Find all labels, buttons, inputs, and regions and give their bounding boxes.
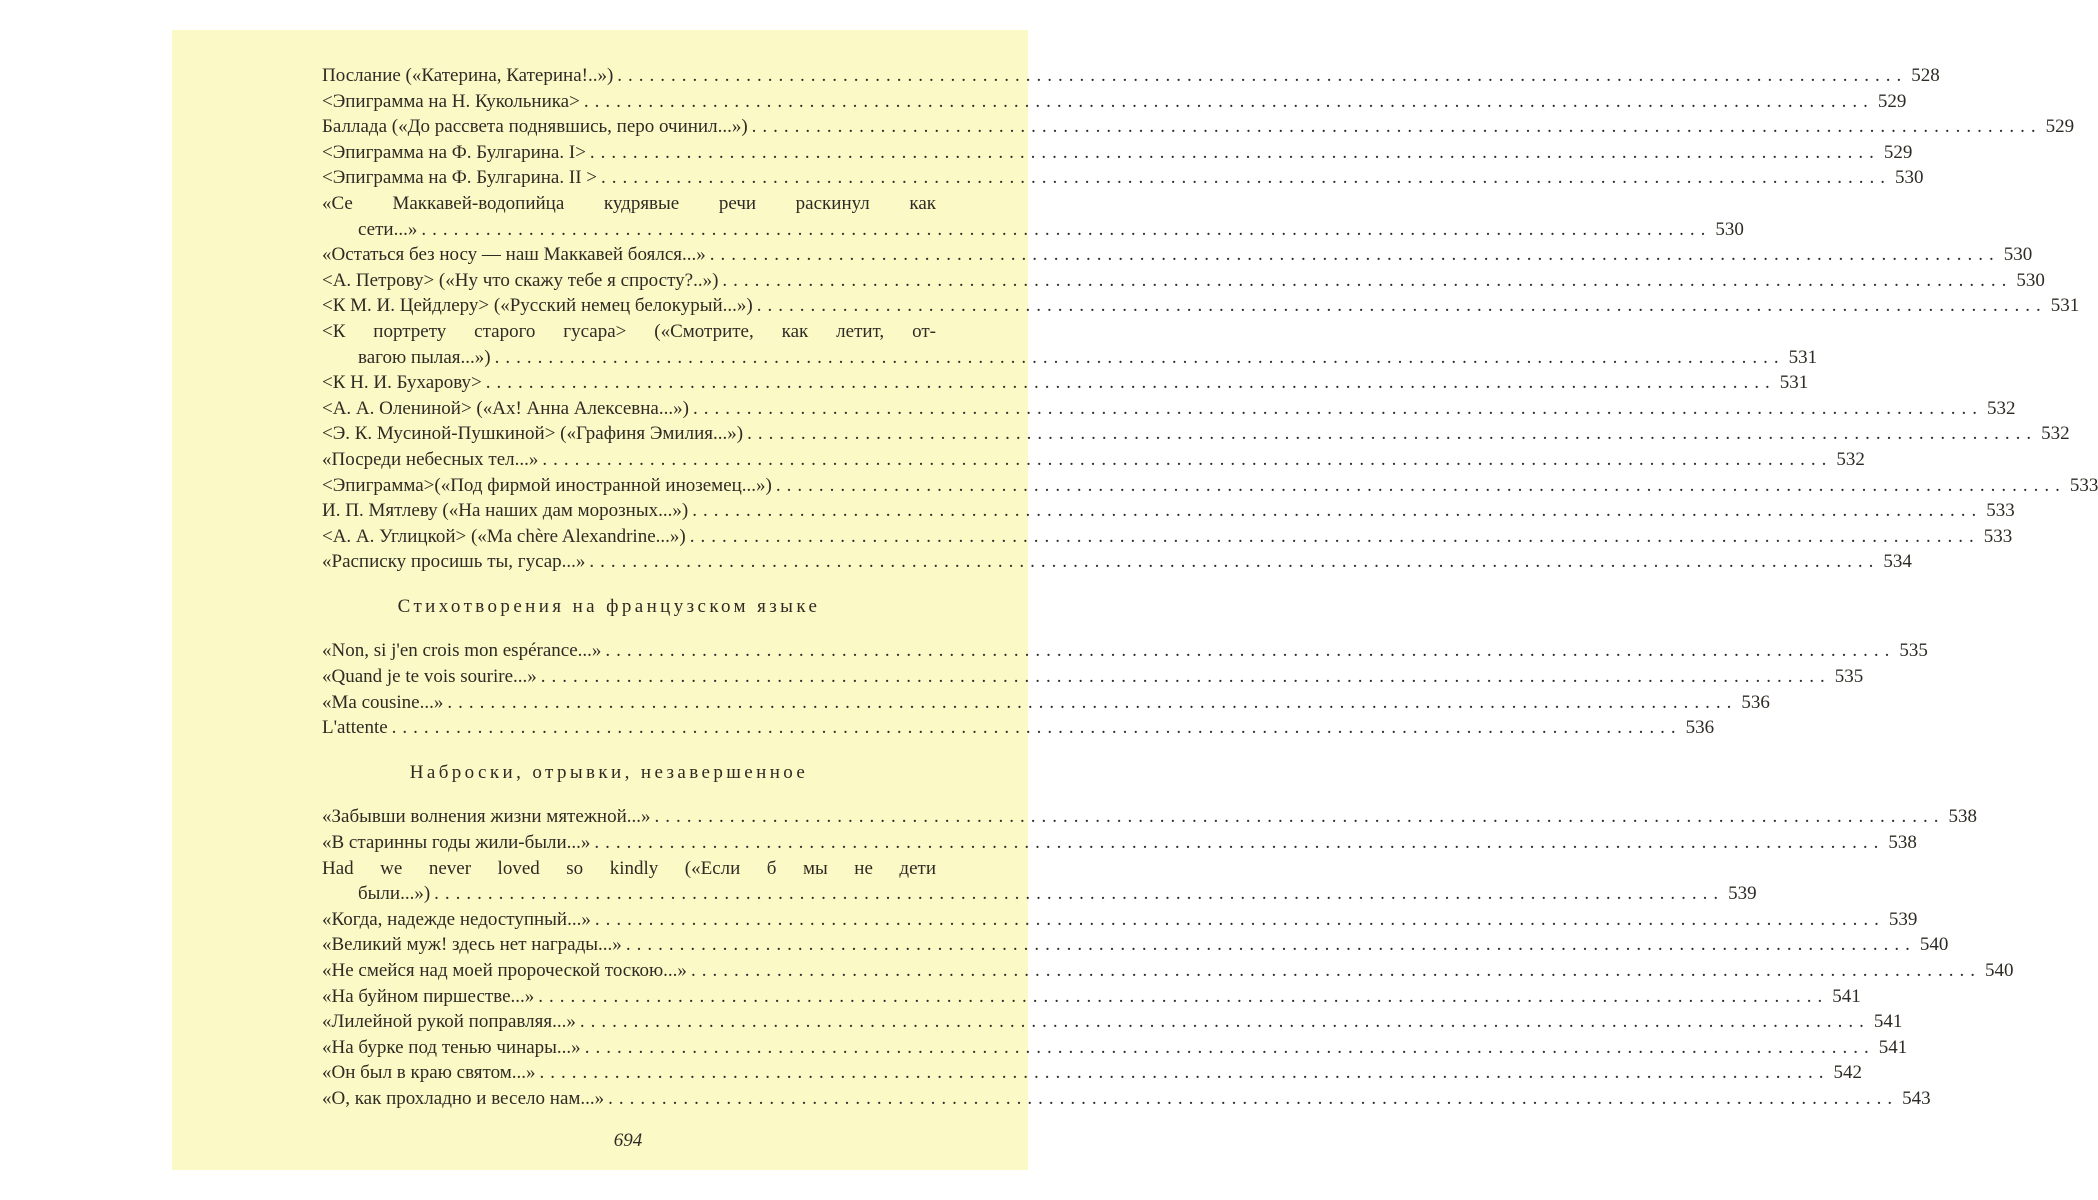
- table-of-contents: [322, 63, 2098, 1112]
- entry-title: «Се Маккавей-водопийца кудрявые речи раскинул как: [322, 192, 936, 214]
- toc-entry-first-line: [322, 856, 936, 882]
- entry-page-number: 538: [1948, 806, 1978, 828]
- entry-title: <К портрету старого гусара> («Смотрите, как летит, от-: [322, 320, 936, 342]
- toc-entry: [322, 907, 1918, 933]
- entry-title: «Не смейся над моей пророческой тоскою...»: [322, 960, 687, 981]
- toc-entry: [322, 473, 2098, 499]
- entry-page-number: 539: [1888, 908, 1918, 930]
- entry-page-number: 543: [1902, 1087, 1931, 1109]
- toc-group-sketches: [322, 804, 2014, 1111]
- toc-entry: [322, 63, 1940, 89]
- entry-title: сети...»: [358, 218, 418, 240]
- dot-leader: ........................................................................................................................: [447, 691, 1738, 713]
- section-heading-french-poems: Стихотворения на французском языке: [397, 595, 821, 617]
- toc-entry: [322, 664, 1864, 690]
- toc-entry: [322, 932, 1949, 958]
- dot-leader: ........................................................................................................................: [625, 934, 1916, 956]
- entry-page-number: 541: [1878, 1036, 1908, 1058]
- dot-leader: ........................................................................................................................: [747, 423, 2038, 445]
- toc-group-french: [322, 638, 1928, 740]
- entry-title: «Когда, надежде недоступный...»: [322, 908, 591, 930]
- toc-entry: [322, 421, 2070, 447]
- entry-page-number: 530: [1715, 218, 1744, 240]
- entry-title: «О, как прохладно и весело нам...»: [322, 1087, 605, 1109]
- dot-leader: ........................................................................................................................: [709, 244, 2000, 266]
- toc-entry: [322, 140, 1913, 166]
- dot-leader: ........................................................................................................................: [600, 167, 1891, 189]
- entry-title: <А. Петрову> («Ну что скажу тебе я спросту?..»): [322, 269, 719, 291]
- toc-group-main: [322, 63, 2098, 575]
- entry-page-number: 530: [2016, 269, 2045, 291]
- entry-page-number: 536: [1685, 717, 1715, 739]
- entry-title: Had we never loved so kindly («Если б мы не дети: [322, 857, 936, 879]
- dot-leader: ........................................................................................................................: [608, 1087, 1899, 1109]
- entry-page-number: 531: [2050, 295, 2080, 317]
- dot-leader: ........................................................................................................................: [594, 832, 1885, 854]
- entry-title: <А. А. Углицкой> («Ma chère Alexandrine...»): [322, 525, 686, 547]
- entry-title: «Ma cousine...»: [322, 691, 444, 713]
- entry-page-number: 532: [1836, 448, 1865, 470]
- toc-entry-continuation: [322, 217, 1744, 243]
- entry-title: L'attente: [322, 717, 388, 739]
- toc-entry: [322, 293, 2080, 319]
- entry-title: «Посреди небесных тел...»: [322, 448, 539, 470]
- toc-entry: [322, 830, 1917, 856]
- toc-entry: [322, 549, 1912, 575]
- entry-title: <Эпиграмма на Ф. Булгарина. II >: [322, 167, 597, 189]
- entry-title: вагою пылая...»): [358, 346, 491, 368]
- entry-title: «Non, si j'en crois mon espérance...»: [322, 640, 602, 662]
- dot-leader: ........................................................................................................................: [594, 908, 1885, 930]
- page-number-folio: 694: [613, 1130, 643, 1151]
- dot-leader: ........................................................................................................................: [434, 883, 1725, 905]
- dot-leader: ........................................................................................................................: [756, 295, 2047, 317]
- entry-title: <Эпиграмма на Н. Кукольника>: [322, 90, 580, 112]
- toc-entry: [322, 89, 1907, 115]
- entry-title: <Эпиграмма>(«Под фирмой иностранной иноземец...»): [322, 474, 772, 496]
- entry-page-number: 533: [1986, 500, 2015, 522]
- entry-page-number: 534: [1883, 551, 1912, 573]
- toc-entry-continuation: [322, 345, 1818, 371]
- dot-leader: ........................................................................................................................: [751, 116, 2042, 138]
- entry-page-number: 529: [1877, 90, 1907, 112]
- toc-entry: [322, 498, 2015, 524]
- book-page: [172, 30, 2098, 1170]
- dot-leader: ........................................................................................................................: [540, 666, 1831, 688]
- toc-entry: [322, 242, 2033, 268]
- toc-entry-first-line: [322, 191, 936, 217]
- entry-page-number: 531: [1779, 372, 1809, 394]
- entry-page-number: 541: [1832, 985, 1861, 1007]
- entry-page-number: 542: [1833, 1062, 1862, 1084]
- entry-title: были...»): [358, 883, 431, 905]
- entry-title: «В старинны годы жили-были...»: [322, 832, 591, 854]
- entry-page-number: 540: [1919, 934, 1949, 956]
- toc-entry: [322, 447, 1865, 473]
- entry-page-number: 541: [1873, 1011, 1903, 1033]
- dot-leader: ........................................................................................................................: [583, 90, 1874, 112]
- dot-leader: ........................................................................................................................: [542, 448, 1833, 470]
- entry-page-number: 536: [1741, 691, 1770, 713]
- dot-leader: ........................................................................................................................: [605, 640, 1896, 662]
- entry-page-number: 529: [2045, 116, 2075, 138]
- entry-page-number: 539: [1728, 883, 1757, 905]
- toc-entry: [322, 958, 2014, 984]
- entry-title: Послание («Катерина, Катерина!..»): [322, 65, 614, 86]
- toc-entry: [322, 370, 1809, 396]
- toc-entry: [322, 638, 1928, 664]
- toc-entry: [322, 396, 2016, 422]
- entry-title: «Остаться без носу — наш Маккавей боялся...»: [322, 244, 706, 266]
- entry-title: «Забывши волнения жизни мятежной...»: [322, 806, 651, 828]
- dot-leader: ........................................................................................................................: [690, 960, 1981, 981]
- entry-page-number: 533: [2069, 474, 2098, 496]
- entry-page-number: 538: [1888, 832, 1917, 854]
- toc-entry-first-line: [322, 319, 936, 345]
- entry-title: <К М. И. Цейдлеру> («Русский немец белокурый...»): [322, 295, 753, 317]
- entry-title: «Quand je te vois sourire...»: [322, 666, 537, 688]
- entry-page-number: 532: [1986, 397, 2016, 419]
- toc-entry: [322, 268, 2045, 294]
- entry-title: «На буйном пиршестве...»: [322, 985, 535, 1007]
- entry-page-number: 528: [1911, 65, 1940, 86]
- entry-title: <К Н. И. Бухарову>: [322, 372, 482, 394]
- dot-leader: ........................................................................................................................: [584, 1036, 1875, 1058]
- dot-leader: ........................................................................................................................: [654, 806, 1945, 828]
- entry-title: <А. А. Олениной> («Ах! Анна Алексевна...»): [322, 397, 689, 419]
- toc-entry: [322, 804, 1978, 830]
- entry-page-number: 529: [1883, 141, 1913, 163]
- entry-title: «Он был в краю святом...»: [322, 1062, 536, 1084]
- toc-entry: [322, 1086, 1931, 1112]
- toc-entry: [322, 1060, 1862, 1086]
- toc-entry: [322, 984, 1861, 1010]
- dot-leader: ........................................................................................................................: [589, 551, 1880, 573]
- toc-entry: [322, 165, 1924, 191]
- toc-entry: [322, 690, 1770, 716]
- entry-title: «Лилейной рукой поправляя...»: [322, 1011, 576, 1033]
- dot-leader: ........................................................................................................................: [692, 500, 1983, 522]
- entry-page-number: 530: [2003, 244, 2033, 266]
- entry-page-number: 533: [1983, 525, 2013, 547]
- entry-title: «На бурке под тенью чинары...»: [322, 1036, 581, 1058]
- dot-leader: ........................................................................................................................: [538, 985, 1829, 1007]
- entry-title: И. П. Мятлеву («На наших дам морозных...»): [322, 500, 689, 522]
- entry-title: «Расписку просишь ты, гусар...»: [322, 551, 586, 573]
- toc-entry: [322, 1035, 1908, 1061]
- entry-title: «Великий муж! здесь нет награды...»: [322, 934, 622, 956]
- dot-leader: ........................................................................................................................: [692, 397, 1983, 419]
- dot-leader: ........................................................................................................................: [722, 269, 2013, 291]
- dot-leader: ........................................................................................................................: [579, 1011, 1870, 1033]
- entry-title: <Эпиграмма на Ф. Булгарина. I>: [322, 141, 586, 163]
- entry-title: <Э. К. Мусиной-Пушкиной> («Графиня Эмилия...»): [322, 423, 744, 445]
- toc-entry: [322, 715, 1715, 741]
- dot-leader: ........................................................................................................................: [485, 372, 1776, 394]
- dot-leader: ........................................................................................................................: [775, 474, 2066, 496]
- entry-page-number: 530: [1894, 167, 1924, 189]
- entry-page-number: 540: [1984, 960, 2014, 981]
- entry-page-number: 531: [1788, 346, 1818, 368]
- entry-title: Баллада («До рассвета поднявшись, перо очинил...»): [322, 116, 748, 138]
- toc-entry-continuation: [322, 881, 1757, 907]
- dot-leader: ........................................................................................................................: [589, 141, 1880, 163]
- section-heading-sketches: Наброски, отрывки, незавершенное: [409, 761, 809, 783]
- toc-entry: [322, 114, 2075, 140]
- dot-leader: ........................................................................................................................: [689, 525, 1980, 547]
- dot-leader: ........................................................................................................................: [494, 346, 1785, 368]
- entry-page-number: 535: [1899, 640, 1928, 662]
- entry-page-number: 535: [1834, 666, 1864, 688]
- toc-entry: [322, 524, 2013, 550]
- entry-page-number: 532: [2041, 423, 2070, 445]
- dot-leader: ........................................................................................................................: [421, 218, 1712, 240]
- dot-leader: ........................................................................................................................: [539, 1062, 1830, 1084]
- dot-leader: ........................................................................................................................: [391, 717, 1682, 739]
- toc-entry: [322, 1009, 1903, 1035]
- dot-leader: ........................................................................................................................: [617, 65, 1908, 86]
